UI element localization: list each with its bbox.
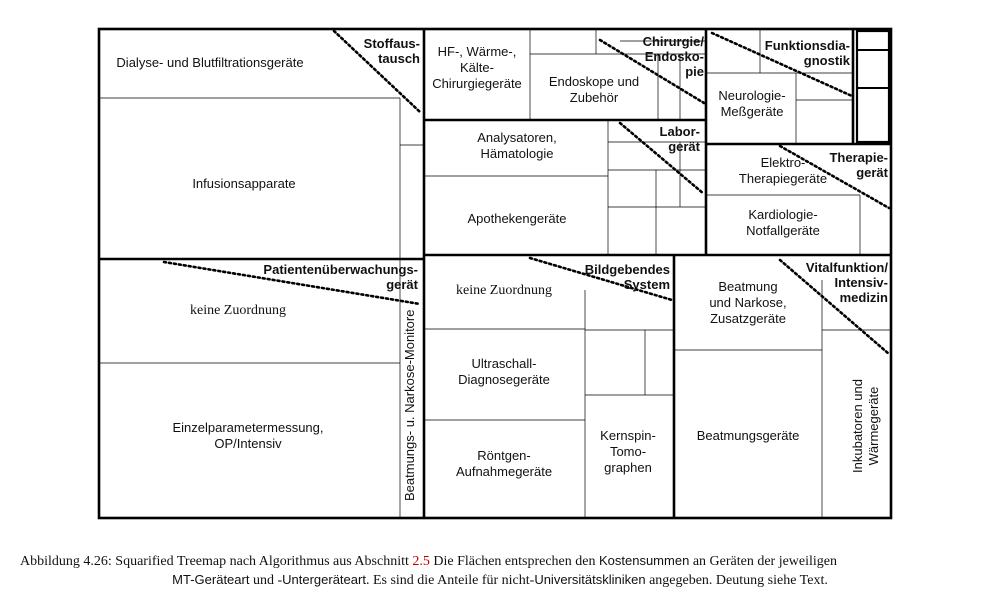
leaf-infusion: Infusionsapparate xyxy=(192,176,296,191)
small-group-boxes xyxy=(857,31,889,142)
leaf-elektro: Elektro- Therapiegeräte xyxy=(738,155,828,186)
caption-text-e: . Es sind die Anteile für nicht- xyxy=(365,573,535,588)
group-chirurgie-endoskopie: Chirurgie/ Endosko- pie xyxy=(642,34,704,79)
caption-term-untergeraeteart: Untergeräteart xyxy=(282,572,366,587)
group-vitalfunktion: Vitalfunktion/ Intensiv- medizin xyxy=(805,260,888,305)
group-patientenueberwachung: Patientenüberwachungs- gerät xyxy=(263,262,418,292)
caption-term-kostensummen: Kostensummen xyxy=(598,553,690,568)
leaf-dialyse: Dialyse- und Blutfiltrationsgeräte xyxy=(116,55,304,70)
leaf-hf-waerme: HF-, Wärme-, Kälte- Chirurgiegeräte xyxy=(432,44,522,91)
caption-label: Abbildung 4.26: xyxy=(20,554,112,569)
caption-text-b: Die Flächen entsprechen den xyxy=(433,554,596,569)
leaf-kernspin: Kernspin- Tomo- graphen xyxy=(600,428,656,475)
figure-caption xyxy=(20,552,980,590)
group-therapiegeraet: Therapie- gerät xyxy=(829,150,888,180)
group-funktionsdiagnostik: Funktionsdia- gnostik xyxy=(764,38,850,68)
caption-text-d: und - xyxy=(252,573,283,588)
group-laborgeraet: Labor- gerät xyxy=(659,124,700,154)
leaf-inkubatoren: Inkubatoren und Wärmegeräte xyxy=(850,379,881,473)
leaf-keine-zuordnung-1: keine Zuordnung xyxy=(189,303,287,318)
leaf-ultraschall: Ultraschall- Diagnosegeräte xyxy=(458,356,550,387)
leaf-beatmungsgeraete: Beatmungsgeräte xyxy=(696,428,800,443)
caption-term-universitaetskliniken: Universitätskliniken xyxy=(534,572,646,587)
leaf-beatmung-narkose-zusatz: Beatmung und Narkose, Zusatzgeräte xyxy=(709,279,787,326)
leaf-kardiologie: Kardiologie- Notfallgeräte xyxy=(746,207,820,238)
leaf-roentgen: Röntgen- Aufnahmegeräte xyxy=(455,448,553,479)
leaf-apotheken: Apothekengeräte xyxy=(467,211,567,226)
caption-term-mt-geraeteart: MT-Geräteart xyxy=(172,572,250,587)
group-bildgebende-system: Bildgebendes System xyxy=(584,262,670,292)
caption-section-ref[interactable]: 2.5 xyxy=(412,554,430,569)
leaf-neurologie: Neurologie- Meßgeräte xyxy=(718,88,786,119)
leaf-einzelparameter: Einzelparametermessung, OP/Intensiv xyxy=(172,420,324,451)
caption-line-2 xyxy=(20,571,980,590)
caption-text-f: angegeben. Deutung siehe Text. xyxy=(649,573,828,588)
leaf-keine-zuordnung-2: keine Zuordnung xyxy=(455,283,553,298)
leaf-endoskope: Endoskope und Zubehör xyxy=(548,74,640,105)
group-stoffaustausch: Stoffaus- tausch xyxy=(363,36,420,66)
leaf-beatmungs-narkose-monitore: Beatmungs- u. Narkose-Monitore xyxy=(402,309,417,501)
caption-text-a: Squarified Treemap nach Algorithmus aus Abschnitt xyxy=(115,554,409,569)
leaf-analysatoren: Analysatoren, Hämatologie xyxy=(477,130,557,161)
caption-text-c: an Geräten der jeweiligen xyxy=(692,554,838,569)
